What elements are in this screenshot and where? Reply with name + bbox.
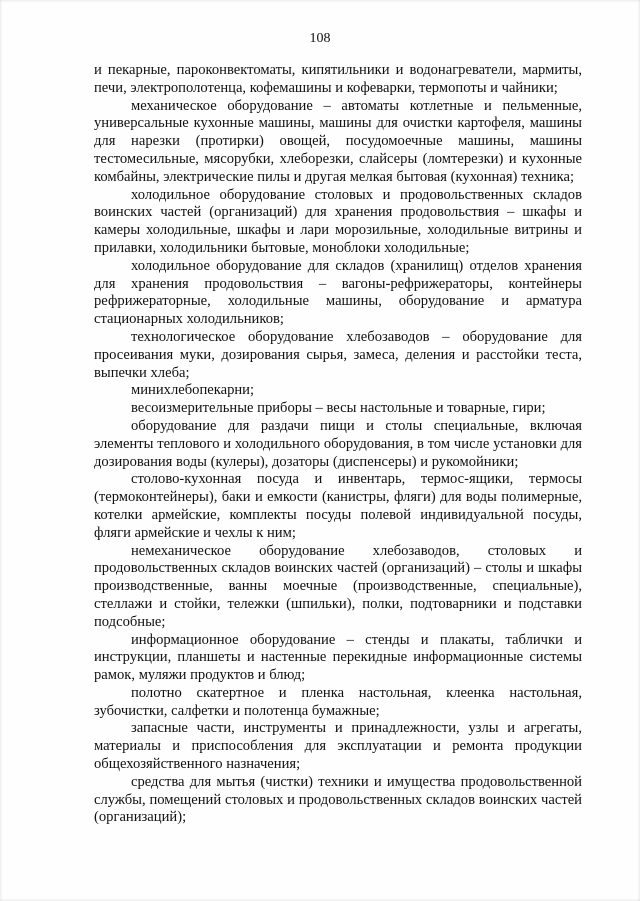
paragraph: столово-кухонная посуда и инвентарь, термос-ящики, термосы (термоконтейнеры), баки и емкости (канистры, фляги) для воды полимерные, котелки армейские, комплекты посуды полевой индивидуальной посуды, фляги армейские и чехлы к ним;: [94, 471, 582, 541]
paragraph: немеханическое оборудование хлебозаводов, столовых и продовольственных складов воинских частей (организаций) – столы и шкафы производственные, ванны моечные (производственные, специальные), стеллажи и стойки, тележки (шпильки), полки, подтоварники и подставки подсобные;: [94, 542, 582, 630]
paragraph: механическое оборудование – автоматы котлетные и пельменные, универсальные кухонные машины, машины для очистки картофеля, машины для нарезки (протирки) овощей, посудомоечные машины, машины тестомесильные, мясорубки, хлеборезки, слайсеры (ломтерезки) и кухонные комбайны, электрические пилы и другая мелкая бытовая (кухонная) техника;: [94, 97, 582, 185]
paragraph: холодильное оборудование столовых и продовольственных складов воинских частей (организаций) для хранения продовольствия – шкафы и камеры холодильные, шкафы и лари морозильные, холодильные витрины и прилавки, холодильники бытовые, моноблоки холодильные;: [94, 186, 582, 256]
paragraph: весоизмерительные приборы – весы настольные и товарные, гири;: [131, 400, 546, 417]
paragraph: технологическое оборудование хлебозаводов – оборудование для просеивания муки, дозирования сырья, замеса, деления и расстойки теста, выпечки хлеба;: [94, 328, 582, 381]
paragraph: и пекарные, пароконвектоматы, кипятильники и водонагреватели, мармиты, печи, электрополотенца, кофемашины и кофеварки, термопоты и чайники;: [94, 62, 582, 96]
document-body: [94, 62, 582, 827]
page-number: 108: [309, 31, 331, 46]
paragraph: средства для мытья (чистки) техники и имущества продовольственной службы, помещений столовых и продовольственных складов воинских частей (организаций);: [94, 773, 582, 826]
paragraph: оборудование для раздачи пищи и столы специальные, включая элементы теплового и холодильного оборудования, в том числе установки для дозирования воды (кулеры), дозаторы (диспенсеры) и рукомойники;: [94, 417, 582, 470]
paragraph: запасные части, инструменты и принадлежности, узлы и агрегаты, материалы и приспособления для эксплуатации и ремонта продукции общехозяйственного назначения;: [94, 720, 582, 773]
paragraph: холодильное оборудование для складов (хранилищ) отделов хранения для хранения продовольствия – вагоны-рефрижераторы, контейнеры рефрижераторные, холодильные машины, оборудование и арматура стационарных холодильников;: [94, 257, 582, 328]
paragraph: минихлебопекарни;: [131, 382, 255, 399]
paragraph: информационное оборудование – стенды и плакаты, таблички и инструкции, планшеты и настенные перекидные информационные системы рамок, муляжи продуктов и блюд;: [94, 631, 582, 684]
paragraph: полотно скатертное и пленка настольная, клеенка настольная, зубочистки, салфетки и полотенца бумажные;: [94, 684, 582, 719]
